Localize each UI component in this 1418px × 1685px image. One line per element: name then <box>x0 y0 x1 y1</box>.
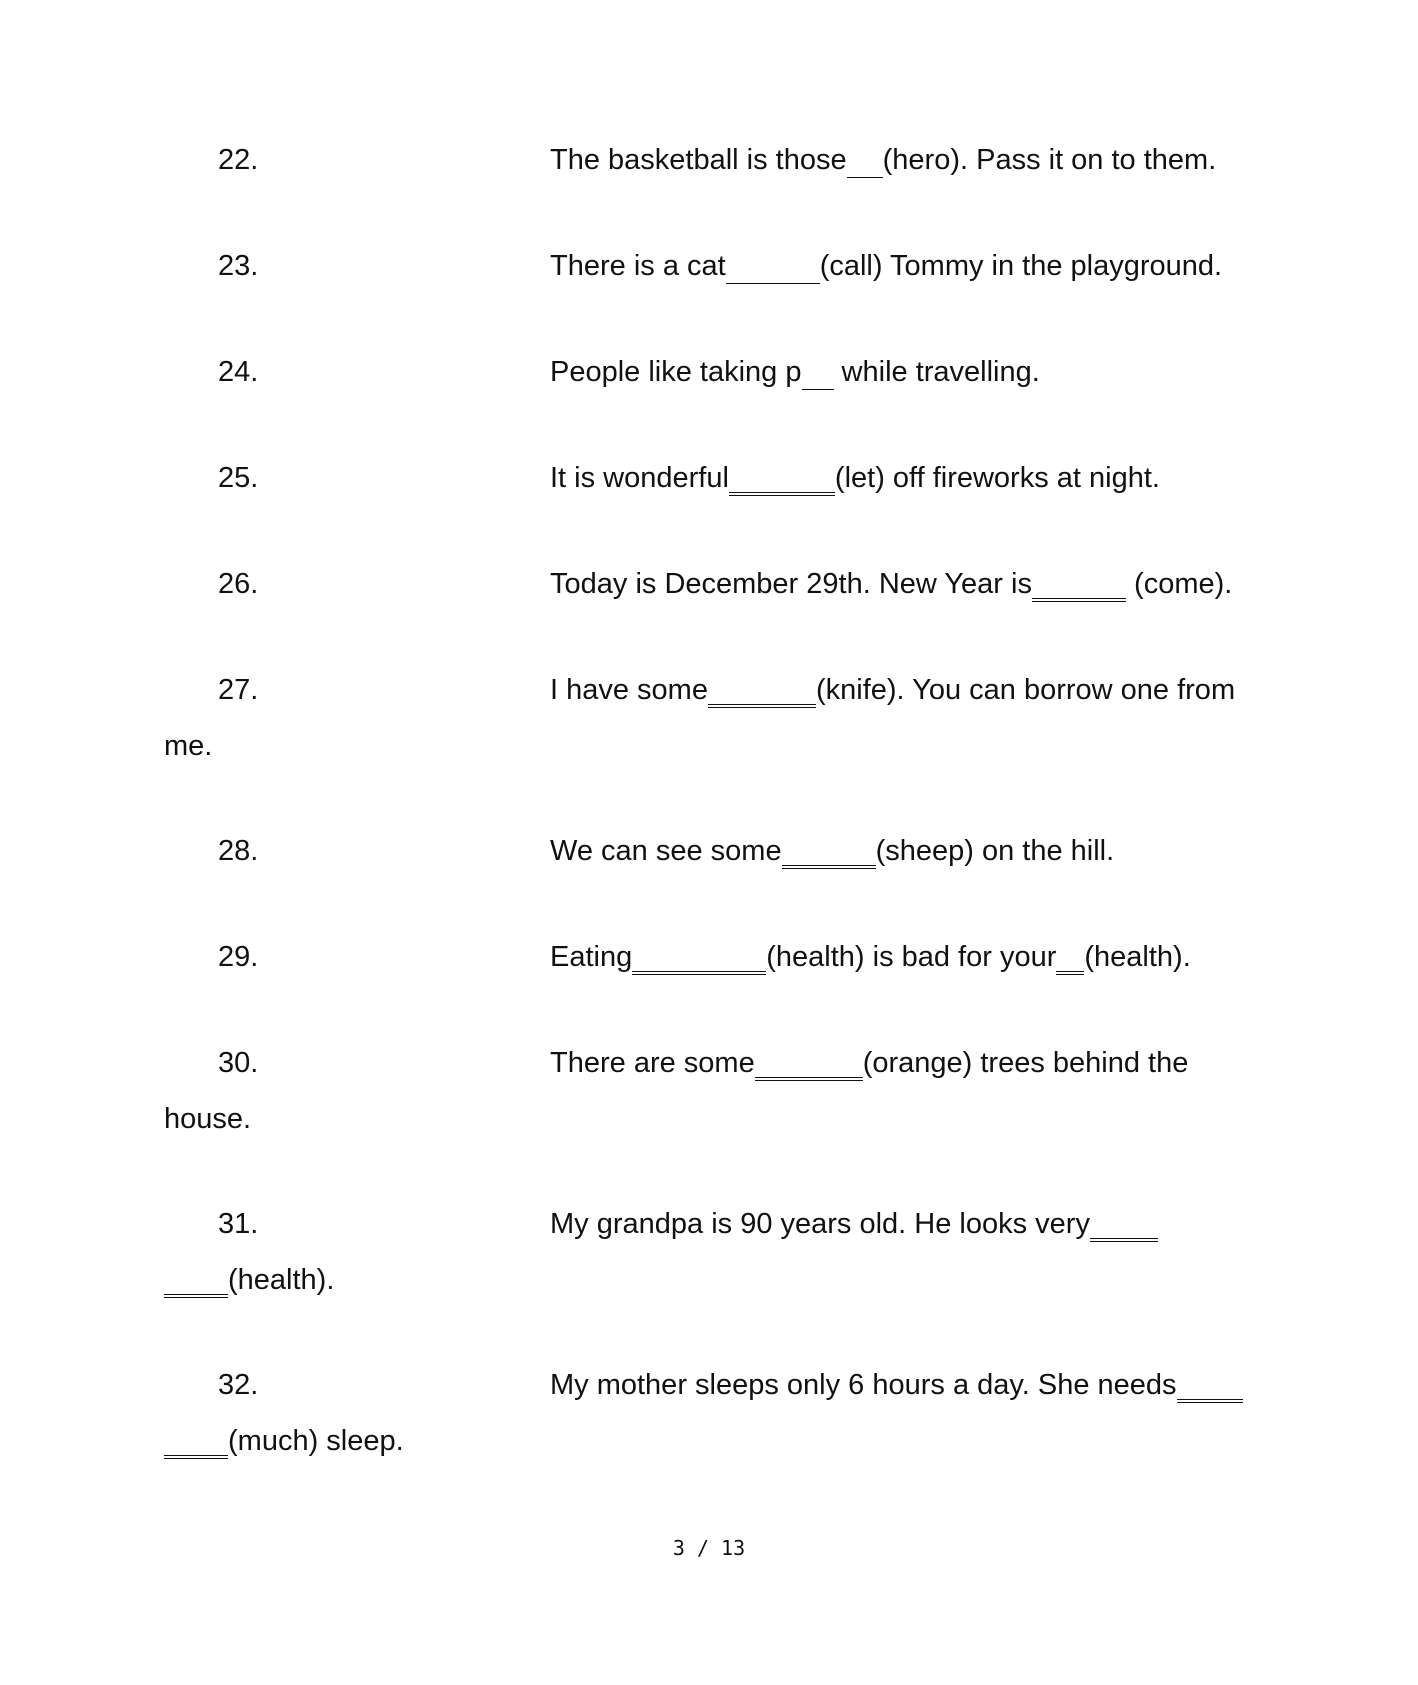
answer-blank[interactable] <box>1056 951 1084 975</box>
question-text <box>550 238 1222 294</box>
question-text-segment: We can see some <box>550 835 782 867</box>
question-continuation: house. <box>164 1103 252 1135</box>
question-text-segment: (health). <box>1084 941 1191 973</box>
answer-blank[interactable] <box>632 951 766 975</box>
question-number: 23. <box>218 250 259 282</box>
question-text <box>550 1196 1158 1252</box>
question-text <box>550 1357 1243 1413</box>
question-number: 22. <box>218 144 259 176</box>
question-text <box>550 556 1232 612</box>
answer-blank[interactable] <box>1177 1379 1243 1403</box>
question-text-segment: (call) Tommy in the playground. <box>819 250 1223 282</box>
answer-blank[interactable] <box>164 1435 228 1459</box>
question-continuation <box>164 1252 334 1308</box>
answer-blank[interactable] <box>708 684 816 708</box>
question-text <box>550 450 1160 506</box>
answer-blank[interactable] <box>755 1057 863 1081</box>
question-text-segment: (let) off fireworks at night. <box>834 462 1160 494</box>
question-number: 25. <box>218 462 259 494</box>
answer-blank[interactable] <box>164 1274 228 1298</box>
question-text <box>550 1035 1188 1091</box>
question-text <box>550 344 1040 400</box>
question-text-segment: (health) is bad for your <box>766 941 1057 973</box>
answer-blank[interactable] <box>1032 578 1126 602</box>
question-number: 29. <box>218 941 259 973</box>
question-text-segment: The basketball is those <box>550 144 847 176</box>
question-text <box>550 662 1235 718</box>
question-text-segment: (health). <box>228 1264 335 1296</box>
question-text-segment: (come). <box>1125 568 1233 600</box>
question-text-segment: Eating <box>550 941 633 973</box>
question-text-segment: My grandpa is 90 years old. He looks very <box>550 1208 1090 1240</box>
question-number: 24. <box>218 356 259 388</box>
question-text-segment: I have some <box>550 674 708 706</box>
question-text-segment: (much) sleep. <box>228 1425 404 1457</box>
question-text-segment: People like taking p <box>550 356 802 388</box>
question-text <box>550 823 1114 879</box>
question-text-segment: while travelling. <box>833 356 1040 388</box>
question-text <box>550 929 1191 985</box>
question-text <box>550 132 1216 188</box>
question-text-segment: Today is December 29th. New Year is <box>550 568 1032 600</box>
question-number: 26. <box>218 568 259 600</box>
question-text-segment: (knife). You can borrow one from <box>815 674 1236 706</box>
question-text-segment: (hero). Pass it on to them. <box>882 144 1217 176</box>
answer-blank[interactable] <box>729 472 835 496</box>
question-text-segment: There are some <box>550 1047 755 1079</box>
question-continuation <box>164 1413 404 1469</box>
question-text-segment: (orange) trees behind the <box>862 1047 1189 1079</box>
question-number: 28. <box>218 835 259 867</box>
question-number: 32. <box>218 1369 259 1401</box>
question-number: 30. <box>218 1047 259 1079</box>
answer-blank[interactable] <box>782 845 876 869</box>
page-indicator: 3 / 13 <box>672 1536 746 1560</box>
question-continuation: me. <box>164 730 213 762</box>
answer-blank[interactable] <box>847 157 883 178</box>
question-number: 27. <box>218 674 259 706</box>
question-number: 31. <box>218 1208 259 1240</box>
answer-blank[interactable] <box>726 263 820 284</box>
answer-blank[interactable] <box>802 369 834 390</box>
answer-blank[interactable] <box>1090 1218 1158 1242</box>
question-text-segment: (sheep) on the hill. <box>875 835 1115 867</box>
question-text-segment: There is a cat <box>550 250 726 282</box>
question-text-segment: My mother sleeps only 6 hours a day. She needs <box>550 1369 1177 1401</box>
question-text-segment: It is wonderful <box>550 462 729 494</box>
